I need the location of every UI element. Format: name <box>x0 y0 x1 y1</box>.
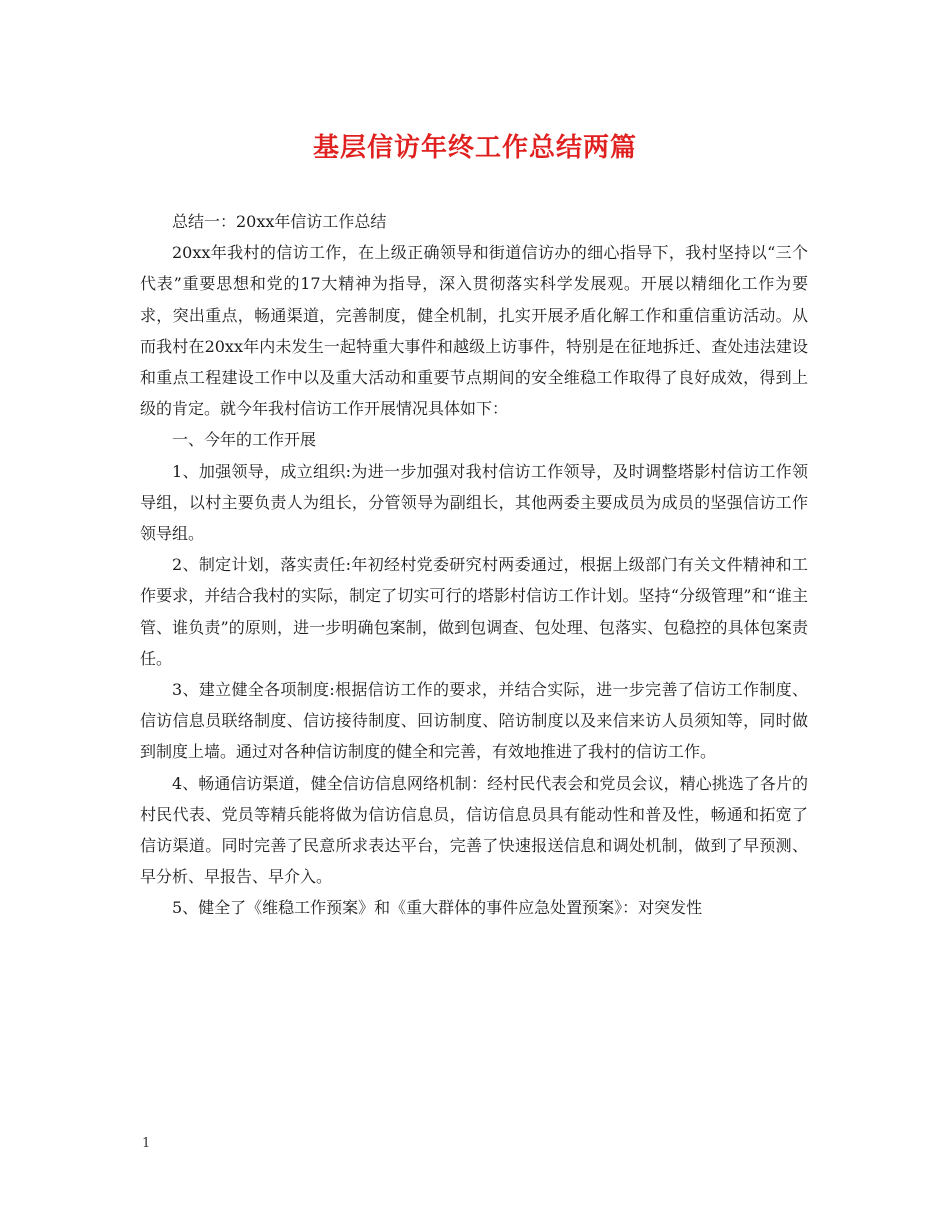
paragraph-item-3: 3、建立健全各项制度:根据信访工作的要求，并结合实际，进一步完善了信访工作制度、信访信息员联络制度、信访接待制度、回访制度、陪访制度以及来信来访人员须知等，同时做到制度上墙。通过对各种信访制度的健全和完善，有效地推进了我村的信访工作。 <box>140 680 808 762</box>
paragraph-item-5: 5、健全了《维稳工作预案》和《重大群体的事件应急处置预案》：对突发性 <box>172 898 703 918</box>
paragraph-item-2: 2、制定计划，落实责任:年初经村党委研究村两委通过，根据上级部门有关文件精神和工作要求，并结合我村的实际，制定了切实可行的塔影村信访工作计划。坚持“分级管理”和“谁主管、谁负责”的原则，进一步明确包案制，做到包调查、包处理、包落实、包稳控的具体包案责任。 <box>140 555 808 668</box>
document-body <box>140 206 808 924</box>
document-title: 基层信访年终工作总结两篇 <box>312 133 637 163</box>
paragraph-summary-heading: 总结一：20xx年信访工作总结 <box>172 212 387 231</box>
paragraph-section-heading: 一、今年的工作开展 <box>172 430 317 450</box>
paragraph-intro: 20xx年我村的信访工作，在上级正确领导和街道信访办的细心指导下，我村坚持以“三个代表”重要思想和党的17大精神为指导，深入贯彻落实科学发展观。开展以精细化工作为要求，突出重点，畅通渠道，完善制度，健全机制，扎实开展矛盾化解工作和重信重访活动。从而我村在20xx年内未发生一起特重大事件和越级上访事件，特别是在征地拆迁、查处违法建设和重点工程建设工作中以及重大活动和重要节点期间的安全维稳工作取得了良好成效，得到上级的肯定。就今年我村信访工作开展情况具体如下： <box>140 243 808 419</box>
paragraph-item-1: 1、加强领导，成立组织:为进一步加强对我村信访工作领导，及时调整塔影村信访工作领导组，以村主要负责人为组长，分管领导为副组长，其他两委主要成员为成员的坚强信访工作领导组。 <box>140 461 808 544</box>
page-number: 1 <box>142 1136 151 1151</box>
paragraph-item-4: 4、畅通信访渠道，健全信访信息网络机制：经村民代表会和党员会议，精心挑选了各片的村民代表、党员等精兵能将做为信访信息员，信访信息员具有能动性和普及性，畅通和拓宽了信访渠道。同时完善了民意所求表达平台，完善了快速报送信息和调处机制，做到了早预测、早分析、早报告、早介入。 <box>140 773 808 887</box>
